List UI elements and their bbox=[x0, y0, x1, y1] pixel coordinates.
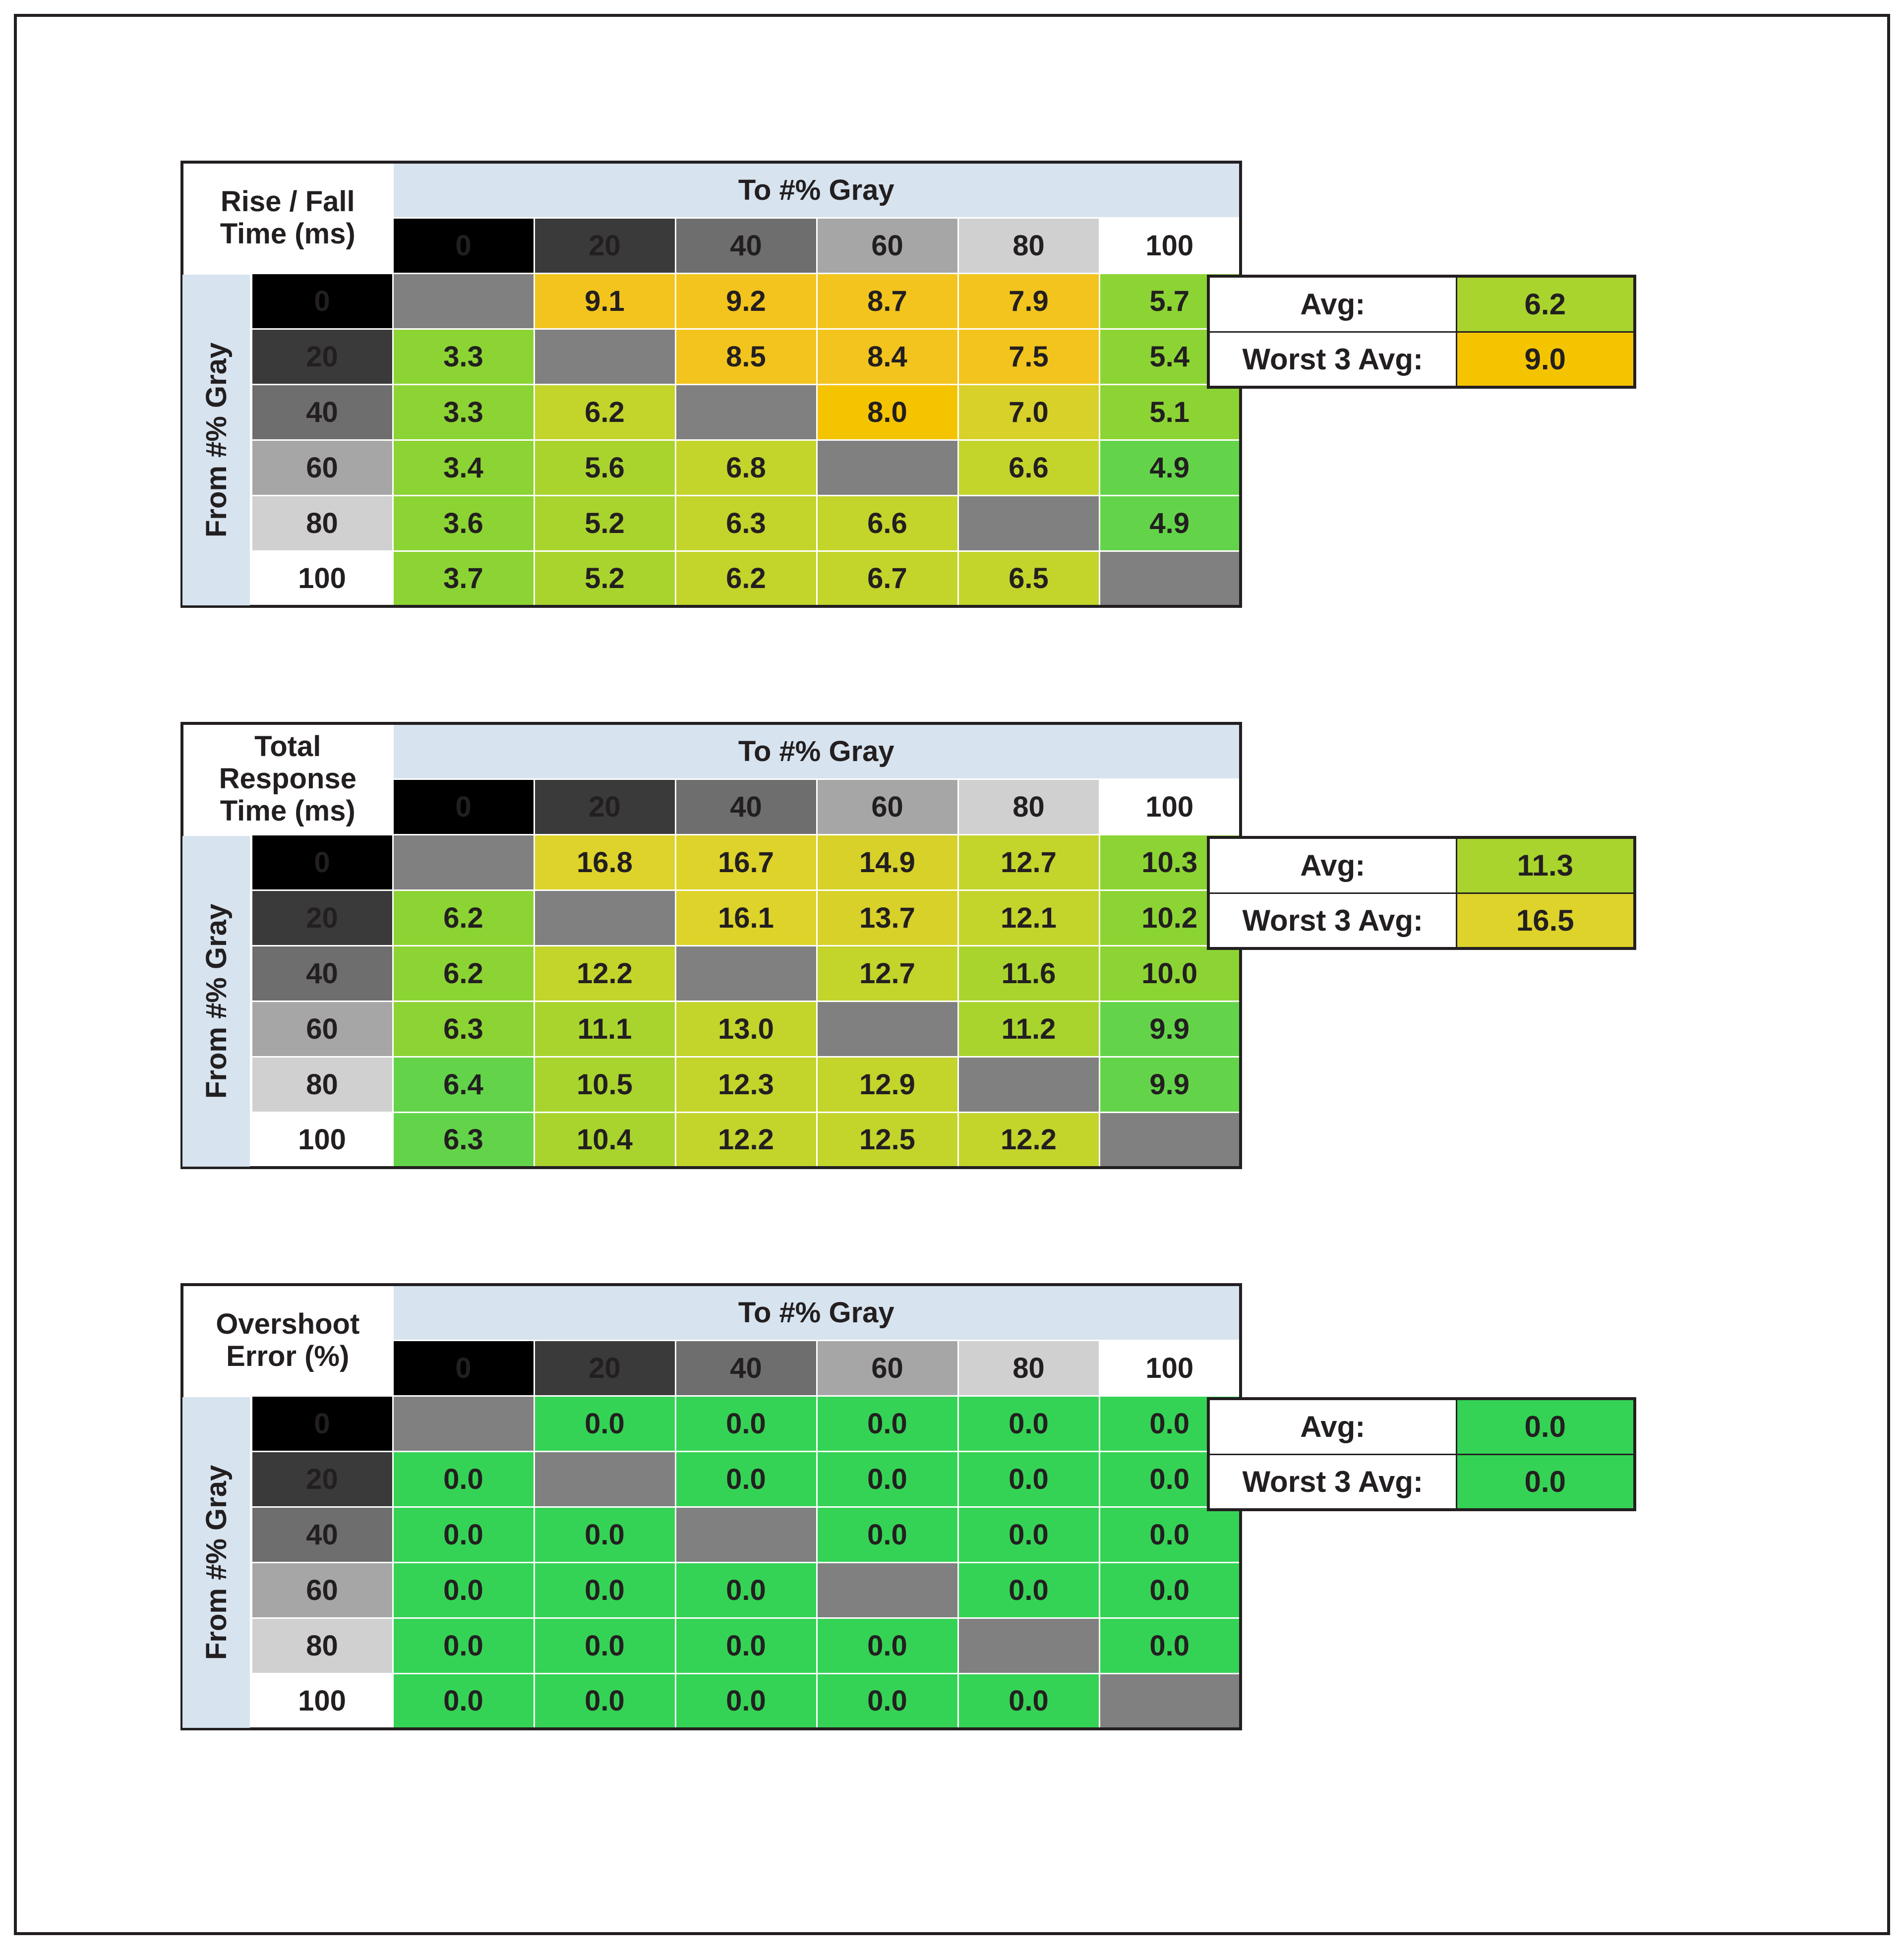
table-row bbox=[182, 945, 1241, 1001]
table-row bbox=[182, 1451, 1241, 1507]
data-cell: 12.5 bbox=[817, 1112, 958, 1168]
data-cell: 6.2 bbox=[675, 551, 817, 606]
data-cell: 0.0 bbox=[675, 1396, 817, 1451]
diagonal-cell bbox=[393, 1396, 534, 1451]
col-header-0: 0 bbox=[393, 779, 534, 834]
data-cell: 0.0 bbox=[675, 1618, 817, 1673]
data-cell: 12.7 bbox=[817, 945, 958, 1001]
data-cell: 11.1 bbox=[534, 1001, 675, 1057]
data-cell: 0.0 bbox=[534, 1618, 675, 1673]
table-block-rise-fall bbox=[180, 161, 1767, 608]
avg-label: Avg: bbox=[1208, 837, 1456, 893]
data-cell: 4.9 bbox=[1099, 440, 1241, 495]
col-header-60: 60 bbox=[817, 779, 958, 834]
data-cell: 0.0 bbox=[817, 1507, 958, 1562]
diagonal-cell bbox=[1099, 1112, 1241, 1168]
matrix-rise-fall bbox=[180, 161, 1242, 608]
data-cell: 0.0 bbox=[675, 1562, 817, 1618]
data-cell: 0.0 bbox=[817, 1618, 958, 1673]
worst3-label: Worst 3 Avg: bbox=[1208, 1454, 1456, 1510]
col-header-80: 80 bbox=[958, 1340, 1099, 1396]
diagonal-cell bbox=[534, 329, 675, 384]
table-row bbox=[182, 1057, 1241, 1112]
data-cell: 0.0 bbox=[817, 1451, 958, 1507]
table-row bbox=[182, 1112, 1241, 1168]
col-header-0: 0 bbox=[393, 218, 534, 273]
diagonal-cell bbox=[1099, 1673, 1241, 1729]
row-header-20: 20 bbox=[251, 1451, 393, 1507]
col-header-20: 20 bbox=[534, 218, 675, 273]
response-time-tables bbox=[180, 161, 1767, 1844]
table-block-overshoot-error bbox=[180, 1283, 1767, 1730]
col-header-20: 20 bbox=[534, 779, 675, 834]
data-cell: 0.0 bbox=[958, 1673, 1099, 1729]
matrix-title-line1: Total Response bbox=[219, 730, 357, 795]
page-border bbox=[14, 14, 1890, 1935]
data-cell: 5.1 bbox=[1099, 384, 1241, 440]
row-header-40: 40 bbox=[251, 1507, 393, 1562]
matrix-title bbox=[182, 723, 393, 834]
table-row bbox=[182, 890, 1241, 945]
summary-total-response bbox=[1207, 836, 1636, 950]
data-cell: 10.4 bbox=[534, 1112, 675, 1168]
data-cell: 12.2 bbox=[534, 945, 675, 1001]
table-row bbox=[182, 1618, 1241, 1673]
data-cell: 0.0 bbox=[958, 1562, 1099, 1618]
diagonal-cell bbox=[817, 1001, 958, 1057]
matrix-title-line2: Time (ms) bbox=[220, 217, 356, 250]
data-cell: 6.3 bbox=[393, 1112, 534, 1168]
row-header-80: 80 bbox=[251, 495, 393, 551]
row-header-20: 20 bbox=[251, 329, 393, 384]
col-header-100: 100 bbox=[1099, 1340, 1241, 1396]
data-cell: 7.5 bbox=[958, 329, 1099, 384]
data-cell: 16.7 bbox=[675, 834, 817, 890]
worst3-label: Worst 3 Avg: bbox=[1208, 893, 1456, 948]
col-header-40: 40 bbox=[675, 218, 817, 273]
row-header-0: 0 bbox=[251, 1396, 393, 1451]
data-cell: 10.3 bbox=[1099, 834, 1241, 890]
diagonal-cell bbox=[958, 495, 1099, 551]
summary-overshoot-error bbox=[1207, 1397, 1636, 1511]
data-cell: 8.5 bbox=[675, 329, 817, 384]
matrix-title bbox=[182, 1285, 393, 1396]
data-cell: 6.6 bbox=[817, 495, 958, 551]
row-header-0: 0 bbox=[251, 834, 393, 890]
row-header-100: 100 bbox=[251, 1673, 393, 1729]
row-header-80: 80 bbox=[251, 1618, 393, 1673]
worst3-value: 0.0 bbox=[1456, 1454, 1635, 1510]
data-cell: 5.4 bbox=[1099, 329, 1241, 384]
diagonal-cell bbox=[675, 384, 817, 440]
data-cell: 8.0 bbox=[817, 384, 958, 440]
table-row bbox=[182, 551, 1241, 606]
row-header-60: 60 bbox=[251, 1562, 393, 1618]
matrix-title-line1: Overshoot bbox=[216, 1307, 360, 1340]
data-cell: 6.8 bbox=[675, 440, 817, 495]
data-cell: 14.9 bbox=[817, 834, 958, 890]
column-axis-label: To #% Gray bbox=[393, 162, 1241, 218]
row-header-0: 0 bbox=[251, 273, 393, 329]
data-cell: 13.7 bbox=[817, 890, 958, 945]
data-cell: 12.3 bbox=[675, 1057, 817, 1112]
table-row bbox=[182, 1396, 1241, 1451]
avg-value: 6.2 bbox=[1456, 276, 1635, 332]
data-cell: 0.0 bbox=[1099, 1562, 1241, 1618]
data-cell: 4.9 bbox=[1099, 495, 1241, 551]
diagonal-cell bbox=[958, 1057, 1099, 1112]
row-header-40: 40 bbox=[251, 384, 393, 440]
data-cell: 7.9 bbox=[958, 273, 1099, 329]
row-header-100: 100 bbox=[251, 1112, 393, 1168]
data-cell: 8.7 bbox=[817, 273, 958, 329]
diagonal-cell bbox=[675, 1507, 817, 1562]
data-cell: 0.0 bbox=[1099, 1507, 1241, 1562]
avg-label: Avg: bbox=[1208, 276, 1456, 332]
data-cell: 16.1 bbox=[675, 890, 817, 945]
col-header-60: 60 bbox=[817, 1340, 958, 1396]
data-cell: 10.5 bbox=[534, 1057, 675, 1112]
data-cell: 0.0 bbox=[958, 1507, 1099, 1562]
data-cell: 3.3 bbox=[393, 329, 534, 384]
data-cell: 16.8 bbox=[534, 834, 675, 890]
table-row bbox=[182, 1507, 1241, 1562]
table-row bbox=[182, 1673, 1241, 1729]
worst3-value: 16.5 bbox=[1456, 893, 1635, 948]
data-cell: 6.5 bbox=[958, 551, 1099, 606]
data-cell: 0.0 bbox=[675, 1451, 817, 1507]
data-cell: 0.0 bbox=[1099, 1451, 1241, 1507]
table-row bbox=[182, 1001, 1241, 1057]
col-header-40: 40 bbox=[675, 1340, 817, 1396]
data-cell: 0.0 bbox=[393, 1562, 534, 1618]
data-cell: 0.0 bbox=[817, 1396, 958, 1451]
row-header-20: 20 bbox=[251, 890, 393, 945]
data-cell: 9.9 bbox=[1099, 1057, 1241, 1112]
matrix-total-response bbox=[180, 722, 1242, 1169]
matrix-title-line2: Time (ms) bbox=[220, 795, 356, 827]
diagonal-cell bbox=[817, 1562, 958, 1618]
data-cell: 0.0 bbox=[393, 1673, 534, 1729]
row-header-60: 60 bbox=[251, 440, 393, 495]
data-cell: 11.6 bbox=[958, 945, 1099, 1001]
data-cell: 0.0 bbox=[958, 1396, 1099, 1451]
data-cell: 6.7 bbox=[817, 551, 958, 606]
row-axis-label: From #% Gray bbox=[182, 1396, 251, 1729]
row-axis-label: From #% Gray bbox=[182, 273, 251, 606]
matrix-title-line2: Error (%) bbox=[226, 1340, 350, 1372]
data-cell: 0.0 bbox=[817, 1673, 958, 1729]
diagonal-cell bbox=[675, 945, 817, 1001]
col-header-60: 60 bbox=[817, 218, 958, 273]
summary-rise-fall bbox=[1207, 275, 1636, 389]
data-cell: 5.6 bbox=[534, 440, 675, 495]
data-cell: 0.0 bbox=[393, 1451, 534, 1507]
col-header-20: 20 bbox=[534, 1340, 675, 1396]
table-row bbox=[182, 329, 1241, 384]
diagonal-cell bbox=[534, 890, 675, 945]
data-cell: 3.4 bbox=[393, 440, 534, 495]
row-header-80: 80 bbox=[251, 1057, 393, 1112]
table-block-total-response bbox=[180, 722, 1767, 1169]
data-cell: 5.7 bbox=[1099, 273, 1241, 329]
data-cell: 9.1 bbox=[534, 273, 675, 329]
data-cell: 3.7 bbox=[393, 551, 534, 606]
data-cell: 0.0 bbox=[958, 1451, 1099, 1507]
matrix-overshoot-error bbox=[180, 1283, 1242, 1730]
data-cell: 10.0 bbox=[1099, 945, 1241, 1001]
column-axis-label: To #% Gray bbox=[393, 1285, 1241, 1340]
data-cell: 6.6 bbox=[958, 440, 1099, 495]
row-axis-label: From #% Gray bbox=[182, 834, 251, 1168]
table-row bbox=[182, 440, 1241, 495]
col-header-80: 80 bbox=[958, 779, 1099, 834]
col-header-100: 100 bbox=[1099, 218, 1241, 273]
data-cell: 3.6 bbox=[393, 495, 534, 551]
data-cell: 0.0 bbox=[534, 1562, 675, 1618]
data-cell: 5.2 bbox=[534, 495, 675, 551]
data-cell: 0.0 bbox=[1099, 1396, 1241, 1451]
diagonal-cell bbox=[534, 1451, 675, 1507]
table-row bbox=[182, 273, 1241, 329]
data-cell: 0.0 bbox=[534, 1507, 675, 1562]
data-cell: 0.0 bbox=[675, 1673, 817, 1729]
col-header-100: 100 bbox=[1099, 779, 1241, 834]
data-cell: 0.0 bbox=[393, 1507, 534, 1562]
data-cell: 11.2 bbox=[958, 1001, 1099, 1057]
diagonal-cell bbox=[393, 834, 534, 890]
col-header-0: 0 bbox=[393, 1340, 534, 1396]
avg-value: 0.0 bbox=[1456, 1399, 1635, 1454]
data-cell: 0.0 bbox=[534, 1673, 675, 1729]
data-cell: 6.2 bbox=[393, 945, 534, 1001]
diagonal-cell bbox=[393, 273, 534, 329]
data-cell: 0.0 bbox=[534, 1396, 675, 1451]
data-cell: 13.0 bbox=[675, 1001, 817, 1057]
diagonal-cell bbox=[1099, 551, 1241, 606]
avg-value: 11.3 bbox=[1456, 837, 1635, 893]
data-cell: 6.3 bbox=[393, 1001, 534, 1057]
data-cell: 3.3 bbox=[393, 384, 534, 440]
data-cell: 12.7 bbox=[958, 834, 1099, 890]
data-cell: 6.2 bbox=[534, 384, 675, 440]
data-cell: 6.2 bbox=[393, 890, 534, 945]
table-row bbox=[182, 1562, 1241, 1618]
data-cell: 6.4 bbox=[393, 1057, 534, 1112]
table-row bbox=[182, 834, 1241, 890]
worst3-label: Worst 3 Avg: bbox=[1208, 332, 1456, 387]
data-cell: 5.2 bbox=[534, 551, 675, 606]
data-cell: 12.2 bbox=[958, 1112, 1099, 1168]
matrix-title bbox=[182, 162, 393, 273]
data-cell: 12.9 bbox=[817, 1057, 958, 1112]
avg-label: Avg: bbox=[1208, 1399, 1456, 1454]
col-header-40: 40 bbox=[675, 779, 817, 834]
data-cell: 0.0 bbox=[393, 1618, 534, 1673]
data-cell: 8.4 bbox=[817, 329, 958, 384]
row-header-60: 60 bbox=[251, 1001, 393, 1057]
data-cell: 12.1 bbox=[958, 890, 1099, 945]
row-header-100: 100 bbox=[251, 551, 393, 606]
diagonal-cell bbox=[817, 440, 958, 495]
data-cell: 9.2 bbox=[675, 273, 817, 329]
data-cell: 0.0 bbox=[1099, 1618, 1241, 1673]
diagonal-cell bbox=[958, 1618, 1099, 1673]
row-header-40: 40 bbox=[251, 945, 393, 1001]
data-cell: 9.9 bbox=[1099, 1001, 1241, 1057]
data-cell: 6.3 bbox=[675, 495, 817, 551]
table-row bbox=[182, 495, 1241, 551]
column-axis-label: To #% Gray bbox=[393, 723, 1241, 779]
matrix-title-line1: Rise / Fall bbox=[220, 185, 355, 218]
data-cell: 7.0 bbox=[958, 384, 1099, 440]
col-header-80: 80 bbox=[958, 218, 1099, 273]
worst3-value: 9.0 bbox=[1456, 332, 1635, 387]
data-cell: 10.2 bbox=[1099, 890, 1241, 945]
table-row bbox=[182, 384, 1241, 440]
data-cell: 12.2 bbox=[675, 1112, 817, 1168]
